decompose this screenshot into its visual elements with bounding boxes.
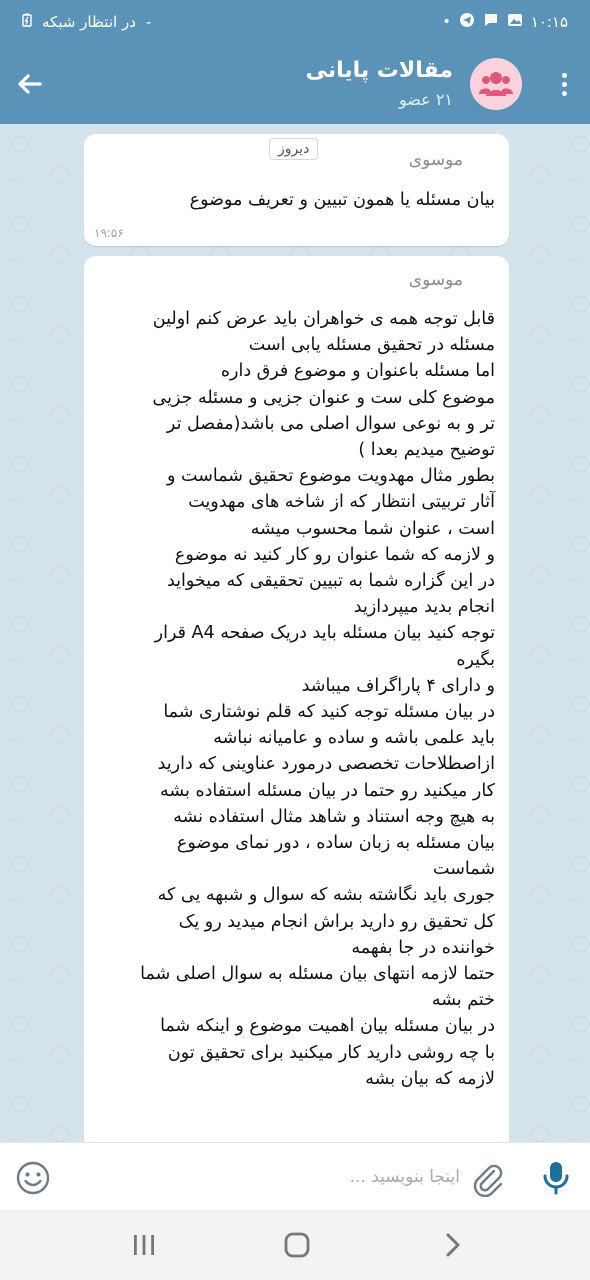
message-text — [90, 306, 495, 1092]
message-bubble[interactable] — [84, 256, 509, 1142]
message-bubble[interactable] — [84, 134, 509, 246]
date-separator: دیروز — [269, 138, 318, 160]
message-line: و دارای ۴ پاراگراف میباشد — [301, 675, 495, 696]
message-line: توضیح میدیم بعدا ) — [358, 440, 495, 461]
message-line: لازمه که بیان بشه — [365, 1068, 495, 1089]
message-line: بیان مسئله به زبان ساده ، دور نمای موضوع — [176, 833, 495, 854]
status-left — [22, 13, 151, 31]
message-line: تر و به نوعی سوال اصلی می باشد(مفصل تر — [166, 413, 495, 434]
system-nav-bar — [0, 1210, 590, 1280]
chat-area[interactable] — [0, 124, 590, 1142]
image-notification-icon — [507, 13, 523, 31]
more-vertical-dot — [562, 91, 567, 96]
message-line: مسئله در تحقیق مسئله یابی است — [248, 335, 495, 356]
network-status-text: در انتظار شبکه — [42, 13, 136, 31]
message-line: باید علمی باشه و ساده و عامیانه نباشه — [213, 728, 495, 749]
home-icon — [282, 1230, 312, 1260]
message-line: حتما لازمه انتهای بیان مسئله به سوال اصلی شما — [140, 964, 495, 985]
message-time: ۱۹:۵۶ — [94, 226, 124, 240]
dot-icon: • — [442, 14, 451, 30]
message-line: با چه روشی دارید کار میکنید برای تحقیق تون — [167, 1042, 495, 1063]
status-right — [442, 12, 568, 32]
message-line: در بیان مسئله توجه کنید که قلم نوشتاری شما — [163, 702, 495, 723]
nav-back-button[interactable] — [438, 1230, 468, 1260]
message-sender[interactable]: موسوی — [408, 270, 463, 290]
message-line: به هیچ وجه استناد و شاهد مثال استفاده نشه — [173, 806, 495, 827]
chat-title[interactable]: مقالات پایانی — [305, 58, 453, 83]
group-icon — [479, 69, 513, 99]
home-button[interactable] — [282, 1230, 312, 1260]
emoji-button[interactable] — [14, 1159, 52, 1197]
message-line: قابل توجه همه ی خواهران باید عرض کنم اولین — [152, 309, 495, 329]
message-line: ازاصطلاحات تخصصی درمورد عناوینی که دارید — [157, 754, 495, 775]
microphone-button[interactable] — [536, 1157, 576, 1197]
message-line: خواننده در جا بفهمه — [351, 937, 495, 958]
more-vertical-icon — [562, 73, 567, 78]
microphone-icon — [536, 1157, 576, 1197]
message-input[interactable] — [70, 1157, 460, 1197]
group-avatar[interactable] — [470, 58, 522, 110]
arrow-left-icon — [10, 64, 50, 104]
message-line: توجه کنید بیان مسئله باید دریک صفحه A4 قرار — [154, 623, 495, 644]
more-options-button[interactable] — [552, 64, 576, 104]
message-line: بگیره — [456, 649, 495, 670]
message-line: آثار تربیتی انتظار که از شاخه های مهدویت — [188, 492, 495, 513]
paperclip-icon — [468, 1159, 506, 1197]
message-text — [90, 186, 495, 214]
message-line: ختم بشه — [431, 990, 495, 1011]
message-line: بیان مسئله یا همون تبیین و تعریف موضوع — [189, 190, 495, 210]
message-line: کل تحقیق رو دارید براش انجام میدید رو یک — [178, 911, 495, 932]
message-line: بطور مثال مهدویت موضوع تحقیق شماست و — [167, 466, 495, 487]
battery-charging-icon — [22, 13, 32, 31]
message-line: و لازمه که شما عنوان رو کار کنید نه موضوع — [174, 544, 495, 565]
message-line: اما مسئله باعنوان و موضوع فرق داره — [220, 361, 495, 382]
member-count: ۲۱ عضو — [399, 90, 453, 109]
status-time: ۱۰:۱۵ — [530, 13, 568, 31]
recent-apps-icon — [128, 1230, 160, 1260]
emoji-icon — [14, 1159, 52, 1197]
status-bar — [0, 0, 590, 44]
message-line: در این گزاره شما به تبیین تحقیقی که میخواید — [166, 571, 495, 592]
message-line: در بیان مسئله بیان اهمیت موضوع و اینکه شما — [160, 1016, 495, 1037]
message-line: جوری باید نگاشته بشه که سوال و شبهه یی که — [157, 885, 495, 906]
signal-label: - — [145, 13, 152, 31]
message-sender[interactable]: موسوی — [408, 150, 463, 170]
telegram-notification-icon — [459, 12, 475, 32]
message-input-bar — [0, 1142, 590, 1210]
message-line: کار میکنید رو حتما در بیان مسئله استفاده بشه — [160, 780, 495, 801]
attach-button[interactable] — [468, 1159, 506, 1197]
message-line: شماست — [433, 859, 495, 880]
message-line: است ، عنوان شما محسوب میشه — [250, 518, 495, 539]
message-line: موضوع کلی ست و عنوان جزیی و مسئله جزیی — [152, 387, 495, 408]
recent-apps-button[interactable] — [128, 1230, 160, 1260]
message-notification-icon — [483, 13, 499, 31]
chat-header — [0, 44, 590, 124]
more-vertical-dot — [562, 82, 567, 87]
chevron-right-icon — [438, 1230, 468, 1260]
back-button[interactable] — [10, 64, 50, 104]
message-line: انجام بدید میپردازید — [353, 597, 495, 618]
